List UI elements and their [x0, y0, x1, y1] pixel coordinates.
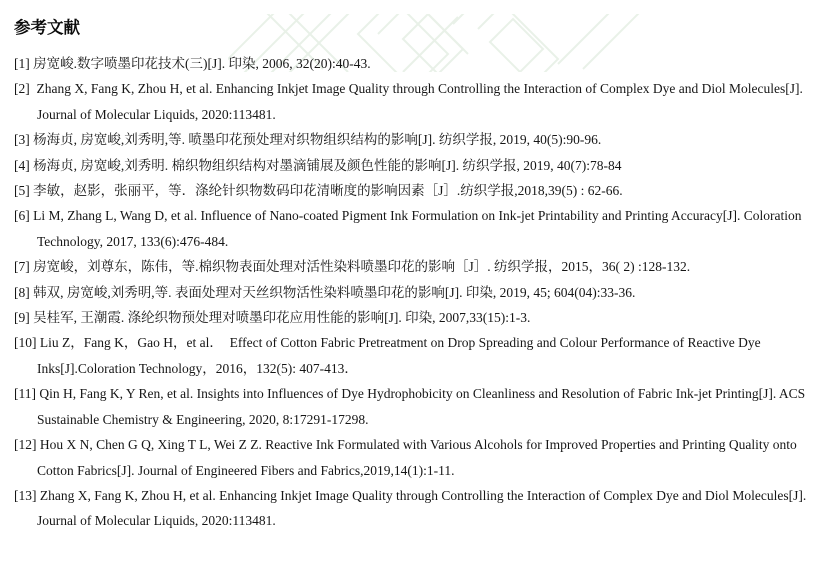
- reference-number: [4]: [14, 157, 30, 173]
- reference-item: [14, 76, 808, 127]
- reference-text: 房宽峻.数字喷墨印花技术(三)[J]. 印染, 2006, 32(20):40-43.: [33, 56, 371, 71]
- reference-item: [14, 280, 808, 305]
- reference-text: Li M, Zhang L, Wang D, et al. Influence of Nano-coated Pigment Ink Formulation on Ink-jet Printability and Printing Accuracy[J]. Coloration Technology, 2017, 133(6):476-484.: [33, 208, 805, 249]
- reference-number: [1]: [14, 56, 30, 71]
- reference-item: [14, 254, 808, 279]
- reference-text: Zhang X, Fang K, Zhou H, et al. Enhancing Inkjet Image Quality through Controlling the Interaction of Complex Dye and Diol Molecules[J]. Journal of Molecular Liquids, 2020:113481.: [33, 81, 807, 122]
- references-heading: 参考文献: [14, 19, 80, 37]
- reference-number: [3]: [14, 132, 30, 148]
- reference-text: Liu Z，Fang K，Gao H，et al． Effect of Cotton Fabric Pretreatment on Drop Spreading and Colour Performance of Reactive Dye Inks[J].Coloration Technology，2016，132(5): 407-413．: [37, 335, 764, 376]
- reference-text: 韩双, 房宽峻,刘秀明,等. 表面处理对天丝织物活性染料喷墨印花的影响[J]. 印染, 2019, 45; 604(04):33-36.: [33, 284, 636, 300]
- reference-text: 吴桂军, 王潮霞. 涤纶织物预处理对喷墨印花应用性能的影响[J]. 印染, 2007,33(15):1-3.: [33, 310, 531, 326]
- reference-text: 房宽峻，刘尊东，陈伟，等.棉织物表面处理对活性染料喷墨印花的影响［J］. 纺织学报，2015，36( 2) :128-132.: [33, 259, 691, 275]
- reference-number: [2]: [14, 81, 30, 97]
- reference-number: [7]: [14, 259, 30, 275]
- reference-item: [14, 51, 808, 76]
- reference-text: Zhang X, Fang K, Zhou H, et al. Enhancing Inkjet Image Quality through Controlling the Interaction of Complex Dye and Diol Molecules[J]. Journal of Molecular Liquids, 2020:113481.: [37, 487, 810, 529]
- document-page: [0, 14, 813, 583]
- reference-text: 李敏，赵影，张丽平，等．涤纶针织物数码印花清晰度的影响因素［J］.纺织学报,2018,39(5) : 62-66.: [33, 183, 623, 199]
- reference-item: [14, 203, 808, 254]
- reference-item: [14, 483, 810, 534]
- reference-item: [14, 330, 808, 381]
- reference-number: [9]: [14, 310, 30, 326]
- reference-item: [14, 178, 808, 203]
- reference-number: [13]: [14, 487, 37, 503]
- reference-number: [5]: [14, 183, 30, 199]
- reference-text: 杨海贞, 房宽峻,刘秀明,等. 喷墨印花预处理对织物组织结构的影响[J]. 纺织学报, 2019, 40(5):90-96.: [33, 132, 602, 148]
- reference-item: [14, 305, 808, 330]
- reference-text: Qin H, Fang K, Y Ren, et al. Insights into Influences of Dye Hydrophobicity on Cleanliness and Resolution of Fabric Ink-jet Printing[J]. ACS Sustainable Chemistry & Engineering, 2020, 8:17291-17298.: [37, 386, 809, 427]
- reference-number: [6]: [14, 208, 30, 224]
- reference-item: [14, 153, 808, 178]
- reference-item: [14, 432, 808, 483]
- reference-text: Hou X N, Chen G Q, Xing T L, Wei Z Z. Reactive Ink Formulated with Various Alcohols for Improved Properties and Printing Quality onto Cotton Fabrics[J]. Journal of Engineered Fibers and Fabrics,2019,14(1):1-11.: [37, 437, 801, 478]
- reference-item: [14, 127, 808, 152]
- reference-number: [11]: [14, 386, 36, 402]
- reference-number: [8]: [14, 284, 30, 300]
- reference-list: [0, 51, 813, 534]
- reference-item: [14, 381, 809, 432]
- reference-number: [12]: [14, 437, 37, 453]
- reference-number: [10]: [14, 335, 37, 351]
- reference-text: 杨海贞, 房宽峻,刘秀明. 棉织物组织结构对墨滴铺展及颜色性能的影响[J]. 纺织学报, 2019, 40(7):78-84: [33, 157, 622, 173]
